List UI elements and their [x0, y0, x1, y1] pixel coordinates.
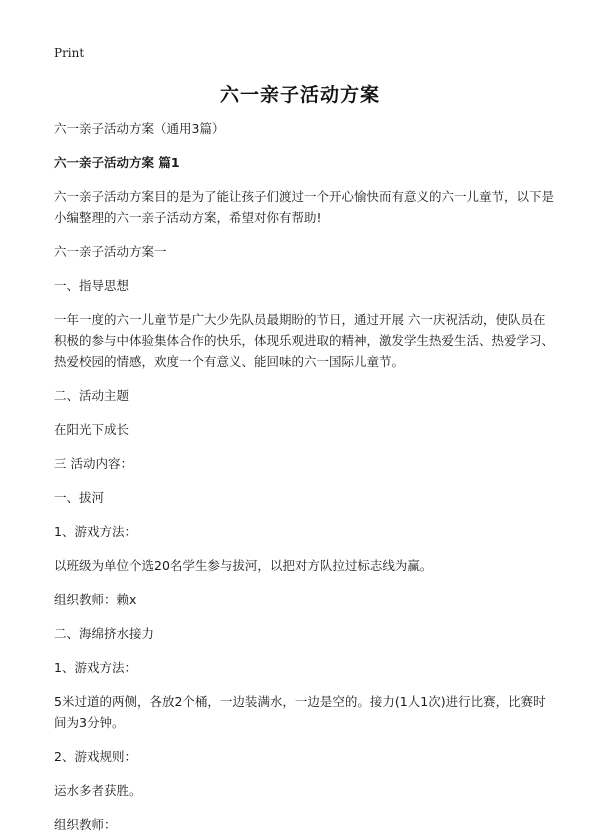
paragraph: 在阳光下成长: [54, 422, 130, 437]
paragraph: 六一亲子活动方案一: [54, 244, 167, 259]
paragraph: 组织教师：赖x: [54, 592, 137, 607]
paragraph: 2、游戏规则：: [54, 749, 137, 764]
section-heading: 六一亲子活动方案 篇1: [54, 155, 180, 170]
paragraph: 一、指导思想: [54, 278, 130, 293]
paragraph: 六一亲子活动方案目的是为了能让孩子们渡过一个开心愉快而有意义的六一儿童节，以下是小编整理的六一亲子活动方案，希望对你有帮助!: [54, 189, 555, 225]
paragraph: 一年一度的六一儿童节是广大少先队员最期盼的节日，通过开展 六一庆祝活动，使队员在积极的参与中体验集体合作的快乐，体现乐观进取的精神，激发学生热爱生活、热爱学习、热爱校园的情感，欢度一个有意义、能回味的六一国际儿童节。: [54, 312, 555, 369]
paragraph: 以班级为单位个选20名学生参与拔河，以把对方队拉过标志线为赢。: [54, 558, 433, 573]
paragraph: 二、海绵挤水接力: [54, 626, 155, 641]
paragraph: 5米过道的两侧，各放2个桶，一边装满水，一边是空的。接力(1人1次)进行比赛，比赛时间为3分钟。: [54, 694, 546, 730]
paragraph: 组织教师：: [54, 817, 117, 832]
paragraph: 运水多者获胜。: [54, 783, 142, 798]
paragraph: 1、游戏方法：: [54, 524, 137, 539]
document-body: [54, 118, 554, 835]
paragraph: 六一亲子活动方案（通用3篇）: [54, 121, 225, 136]
paragraph: 二、活动主题: [54, 388, 130, 403]
page-title: 六一亲子活动方案: [219, 84, 380, 106]
paragraph: 一、拔河: [54, 490, 105, 505]
print-link[interactable]: Print: [54, 46, 85, 60]
paragraph: 1、游戏方法：: [54, 660, 137, 675]
paragraph: 三 活动内容：: [54, 456, 133, 471]
